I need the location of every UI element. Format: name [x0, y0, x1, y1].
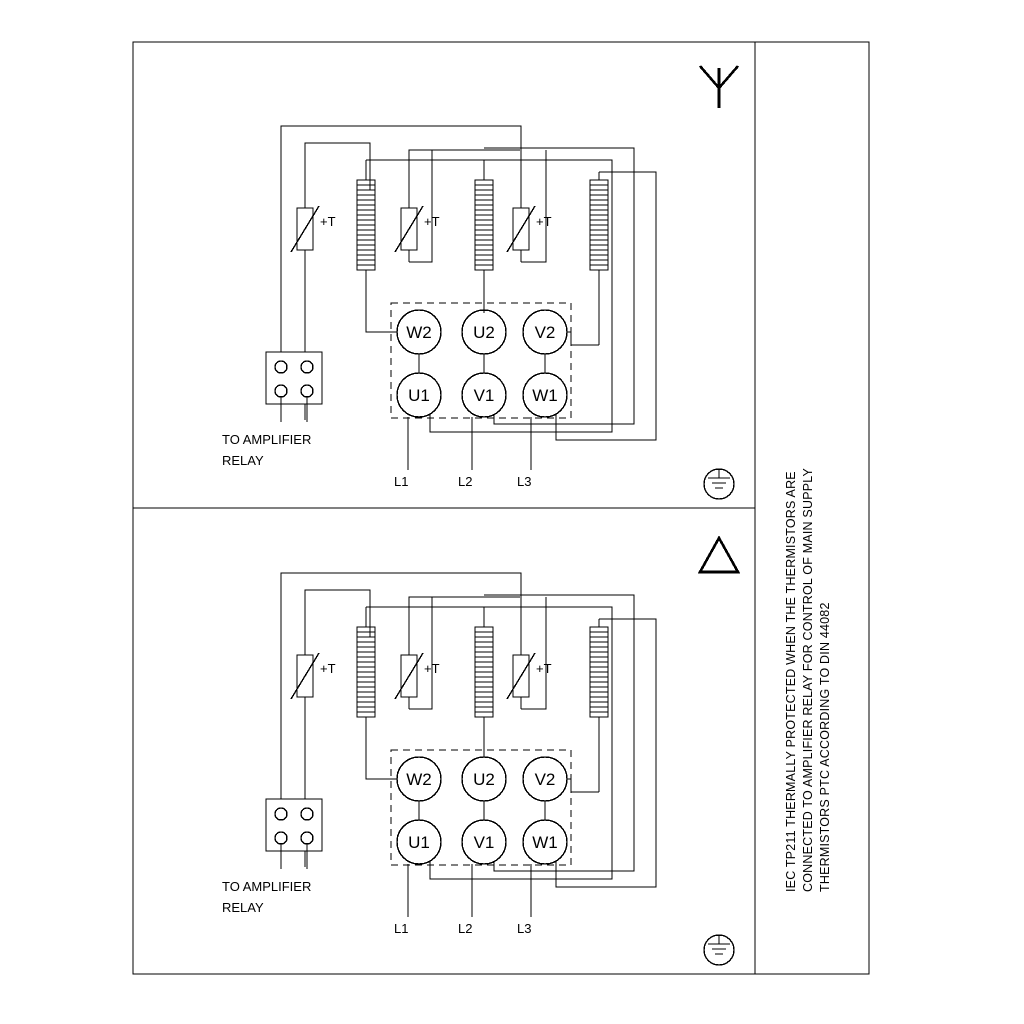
thermistor-label-1-delta: +T: [320, 661, 336, 676]
amplifier-relay-label-line1-delta: TO AMPLIFIER: [222, 879, 312, 894]
amplifier-relay-label-line2-star: RELAY: [222, 453, 264, 468]
winding-coil-2-delta: [475, 607, 493, 760]
amplifier-relay-label-line2-delta: RELAY: [222, 900, 264, 915]
terminal-label-w2-star: W2: [406, 323, 432, 342]
supply-label-l3-star: L3: [517, 474, 532, 489]
winding-coil-1-delta: [357, 607, 375, 760]
terminal-label-w1-star: W1: [532, 386, 558, 405]
terminal-label-w1-delta: W1: [532, 833, 558, 852]
terminal-label-u1-star: U1: [408, 386, 430, 405]
amplifier-terminal-block-delta: [266, 799, 322, 869]
amplifier-relay-label-line1-star: TO AMPLIFIER: [222, 432, 312, 447]
terminal-label-v2-star: V2: [534, 323, 556, 342]
terminal-label-v1-delta: V1: [473, 833, 495, 852]
wye-symbol: [700, 66, 738, 108]
delta-symbol: [700, 538, 738, 572]
thermistor-label-3-delta: +T: [536, 661, 552, 676]
winding-coil-2-star: [475, 160, 493, 313]
panel-star: [266, 66, 738, 499]
terminal-label-u2-star: U2: [473, 323, 495, 342]
supply-label-l2-star: L2: [458, 474, 473, 489]
thermistor-3-delta: [507, 637, 535, 709]
terminal-label-w2-delta: W2: [406, 770, 432, 789]
note-line-3: THERMISTORS PTC ACCORDING TO DIN 44082: [818, 602, 832, 892]
amplifier-terminal-block-star: [266, 352, 322, 422]
terminal-label-u2-delta: U2: [473, 770, 495, 789]
winding-coil-3-delta: [590, 619, 608, 792]
terminal-label-v2-delta: V2: [534, 770, 556, 789]
thermistor-label-2-star: +T: [424, 214, 440, 229]
thermistor-3-star: [507, 190, 535, 262]
winding-coil-3-star: [590, 172, 608, 345]
supply-label-l1-delta: L1: [394, 921, 409, 936]
terminal-label-u1-delta: U1: [408, 833, 430, 852]
terminal-label-v1-star: V1: [473, 386, 495, 405]
thermistor-label-2-delta: +T: [424, 661, 440, 676]
earth-ground-symbol-delta: [704, 935, 734, 965]
thermistor-2-delta: [395, 637, 423, 709]
supply-label-l1-star: L1: [394, 474, 409, 489]
thermistor-label-3-star: +T: [536, 214, 552, 229]
thermistor-label-1-star: +T: [320, 214, 336, 229]
earth-ground-symbol-star: [704, 469, 734, 499]
supply-label-l3-delta: L3: [517, 921, 532, 936]
panel-delta: [266, 538, 738, 965]
supply-label-l2-delta: L2: [458, 921, 473, 936]
winding-coil-1-star: [357, 160, 375, 313]
note-line-1: IEC TP211 THERMALLY PROTECTED WHEN THE THERMISTORS ARE: [784, 471, 798, 892]
note-line-2: CONNECTED TO AMPLIFIER RELAY FOR CONTROL OF MAIN SUPPLY: [801, 467, 815, 892]
thermistor-2-star: [395, 190, 423, 262]
